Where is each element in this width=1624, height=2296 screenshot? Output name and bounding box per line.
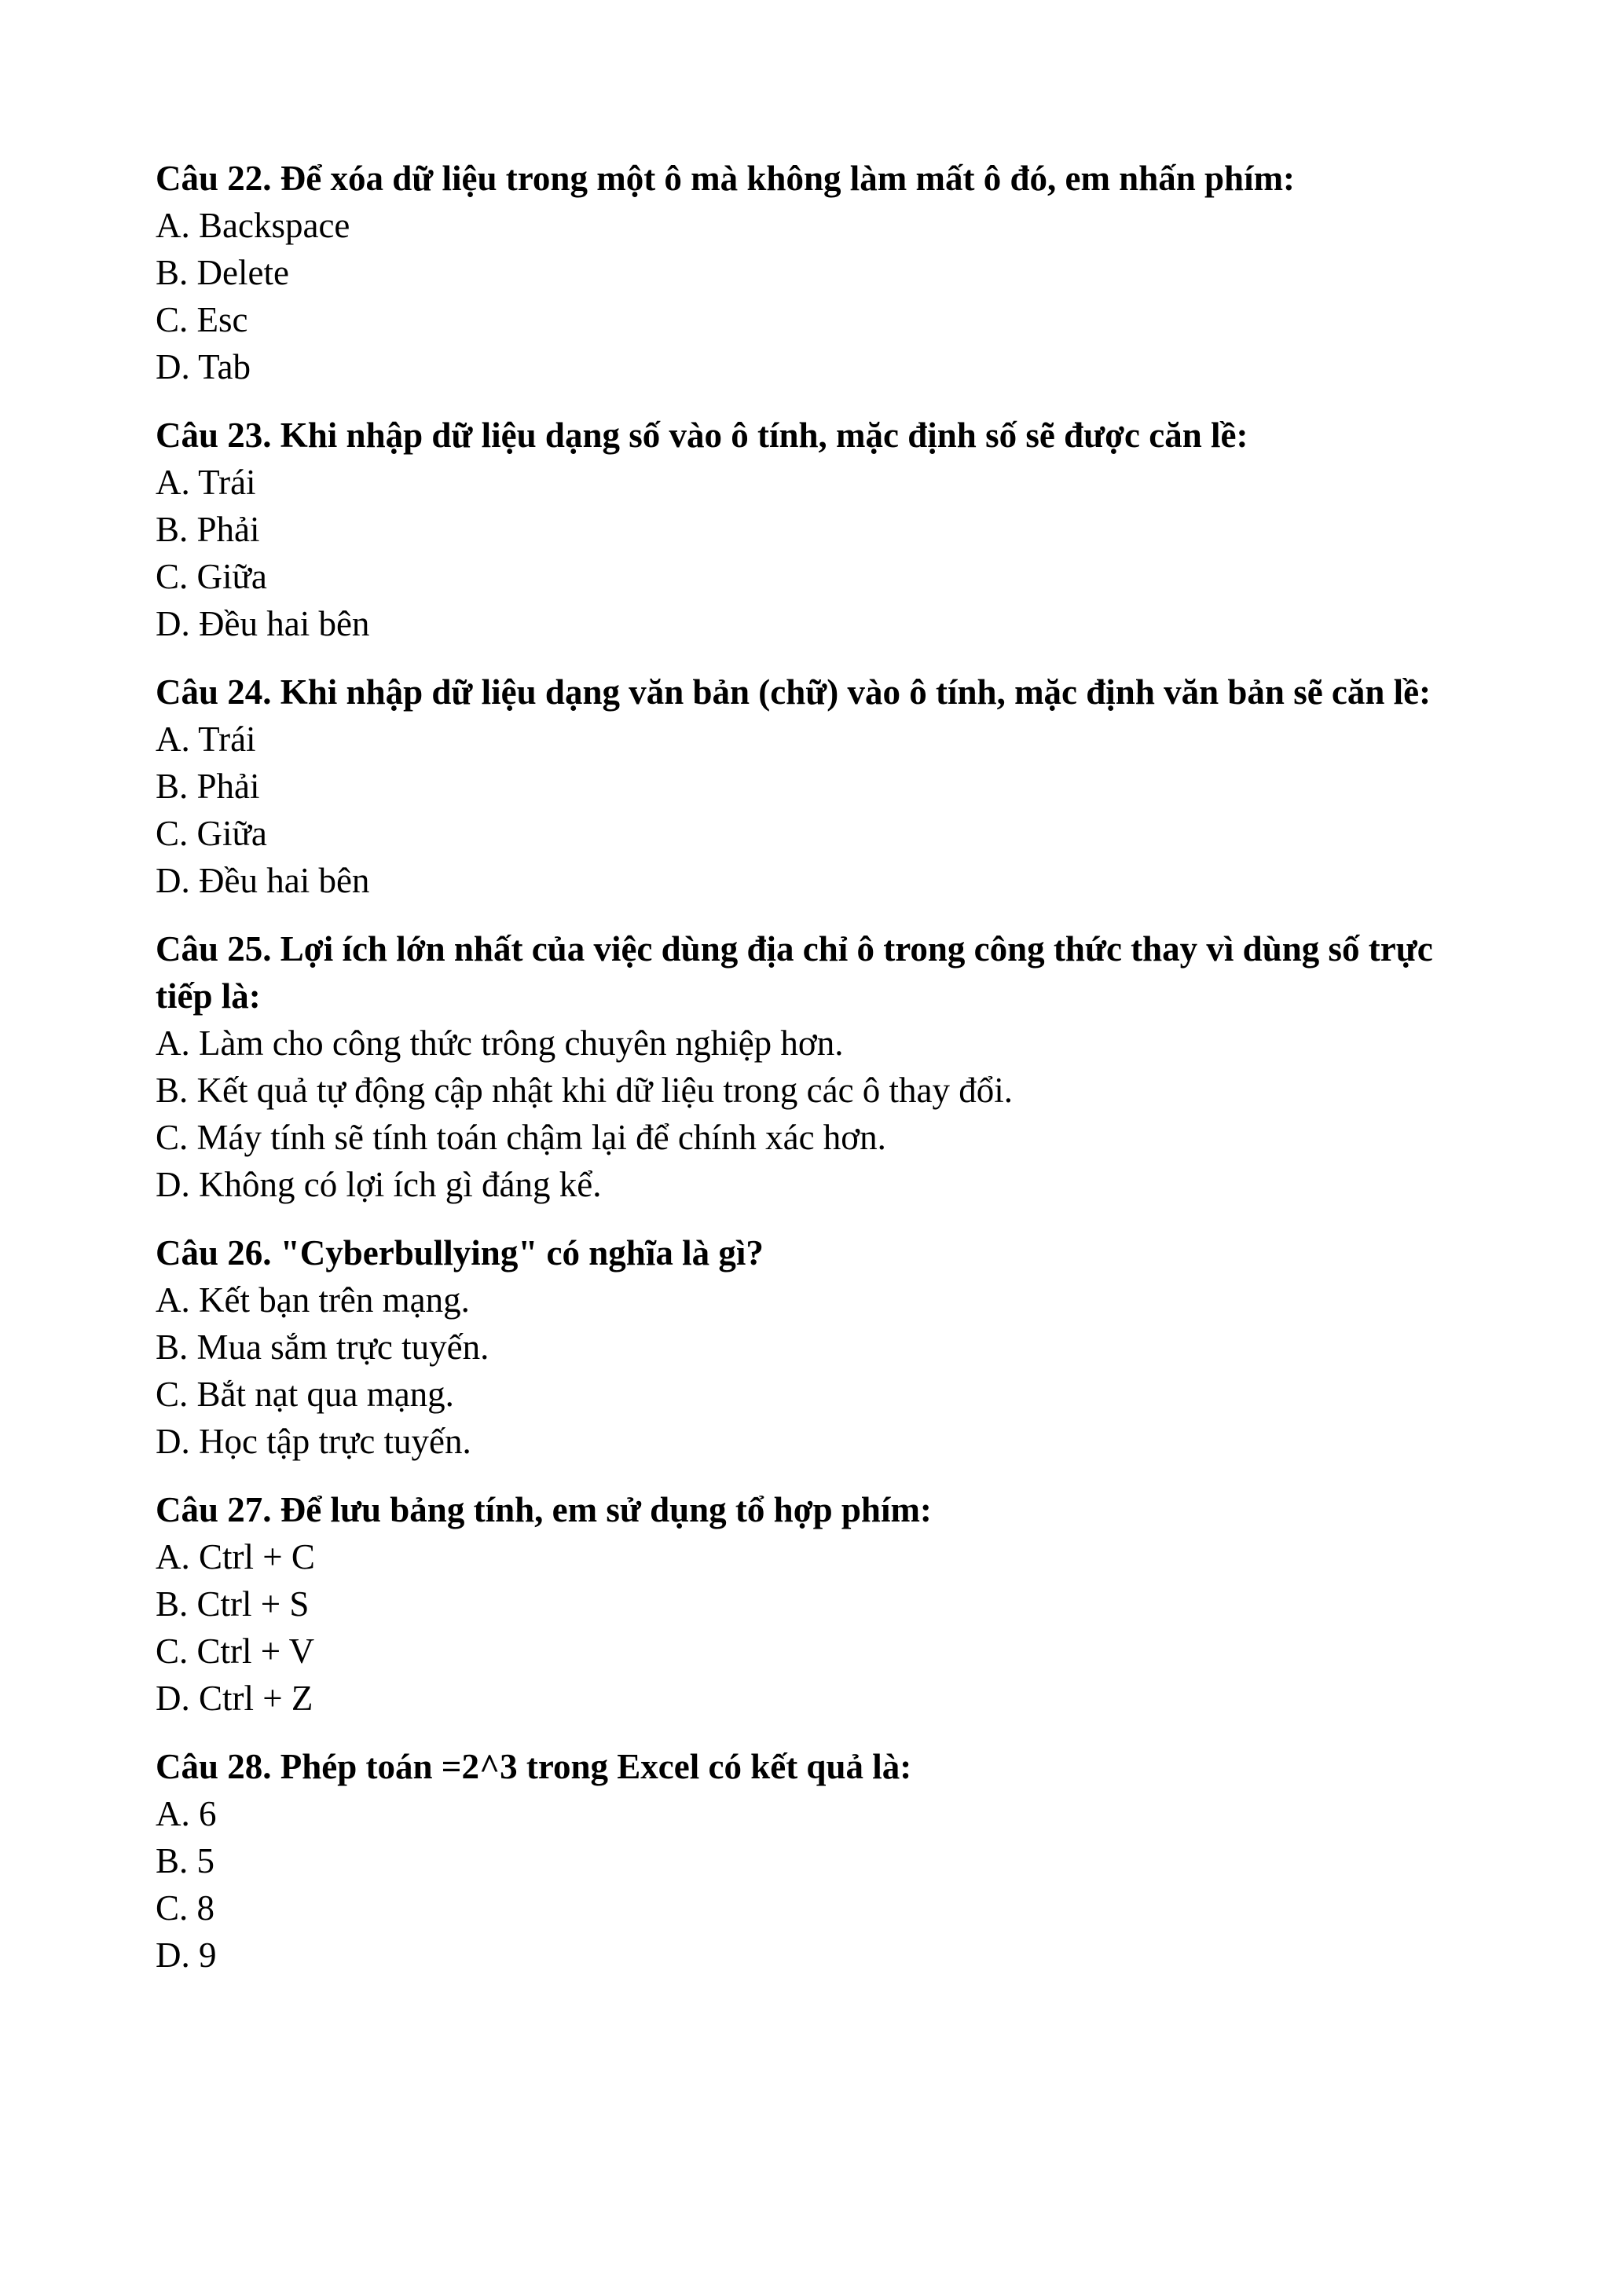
answer-option-b: B. Ctrl + S bbox=[156, 1584, 310, 1624]
question-title: Câu 22. Để xóa dữ liệu trong một ô mà không làm mất ô đó, em nhấn phím: bbox=[156, 159, 1296, 198]
answer-option-b: B. Delete bbox=[156, 253, 289, 292]
question-title: Câu 27. Để lưu bảng tính, em sử dụng tổ hợp phím: bbox=[156, 1490, 932, 1529]
question-title: Câu 25. Lợi ích lớn nhất của việc dùng địa chỉ ô trong công thức thay vì dùng số trực tiếp là: bbox=[156, 929, 1433, 1016]
answer-option-d: D. Tab bbox=[156, 347, 251, 386]
answer-option-b: B. Phải bbox=[156, 510, 260, 549]
question-23 bbox=[156, 412, 1483, 647]
question-title: Câu 24. Khi nhập dữ liệu dạng văn bản (chữ) vào ô tính, mặc định văn bản sẽ căn lề: bbox=[156, 672, 1432, 712]
answer-option-d: D. Đều hai bên bbox=[156, 604, 370, 643]
answer-option-d: D. Ctrl + Z bbox=[156, 1679, 313, 1718]
question-25 bbox=[156, 925, 1483, 1208]
answer-option-d: D. Đều hai bên bbox=[156, 861, 370, 900]
answer-option-d: D. 9 bbox=[156, 1935, 217, 1975]
question-title: Câu 28. Phép toán =2^3 trong Excel có kết quả là: bbox=[156, 1747, 912, 1786]
answer-option-a: A. Kết bạn trên mạng. bbox=[156, 1280, 470, 1320]
answer-option-c: C. Ctrl + V bbox=[156, 1631, 315, 1671]
answer-option-a: A. Làm cho công thức trông chuyên nghiệp hơn. bbox=[156, 1023, 844, 1063]
answer-option-b: B. Kết quả tự động cập nhật khi dữ liệu trong các ô thay đổi. bbox=[156, 1071, 1014, 1110]
answer-option-c: C. Giữa bbox=[156, 814, 267, 853]
question-27 bbox=[156, 1486, 1483, 1722]
answer-option-a: A. Trái bbox=[156, 463, 256, 502]
answer-option-c: C. Esc bbox=[156, 300, 248, 339]
answer-option-c: C. 8 bbox=[156, 1888, 215, 1928]
question-26 bbox=[156, 1229, 1483, 1465]
answer-option-c: C. Máy tính sẽ tính toán chậm lại để chính xác hơn. bbox=[156, 1118, 886, 1157]
answer-option-b: B. Mua sắm trực tuyến. bbox=[156, 1327, 489, 1367]
question-title: Câu 26. "Cyberbullying" có nghĩa là gì? bbox=[156, 1233, 764, 1273]
answer-option-c: C. Giữa bbox=[156, 557, 267, 596]
question-28 bbox=[156, 1743, 1483, 1979]
answer-option-a: A. Trái bbox=[156, 720, 256, 759]
question-title: Câu 23. Khi nhập dữ liệu dạng số vào ô tính, mặc định số sẽ được căn lề: bbox=[156, 416, 1248, 455]
answer-option-a: A. 6 bbox=[156, 1794, 217, 1833]
answer-option-a: A. Backspace bbox=[156, 206, 350, 245]
answer-option-d: D. Học tập trực tuyến. bbox=[156, 1422, 471, 1461]
question-list bbox=[156, 155, 1483, 2000]
answer-option-b: B. Phải bbox=[156, 767, 260, 806]
question-24 bbox=[156, 668, 1483, 904]
answer-option-c: C. Bắt nạt qua mạng. bbox=[156, 1375, 454, 1414]
question-22 bbox=[156, 155, 1483, 390]
answer-option-d: D. Không có lợi ích gì đáng kể. bbox=[156, 1165, 602, 1204]
answer-option-a: A. Ctrl + C bbox=[156, 1537, 315, 1576]
answer-option-b: B. 5 bbox=[156, 1841, 215, 1880]
